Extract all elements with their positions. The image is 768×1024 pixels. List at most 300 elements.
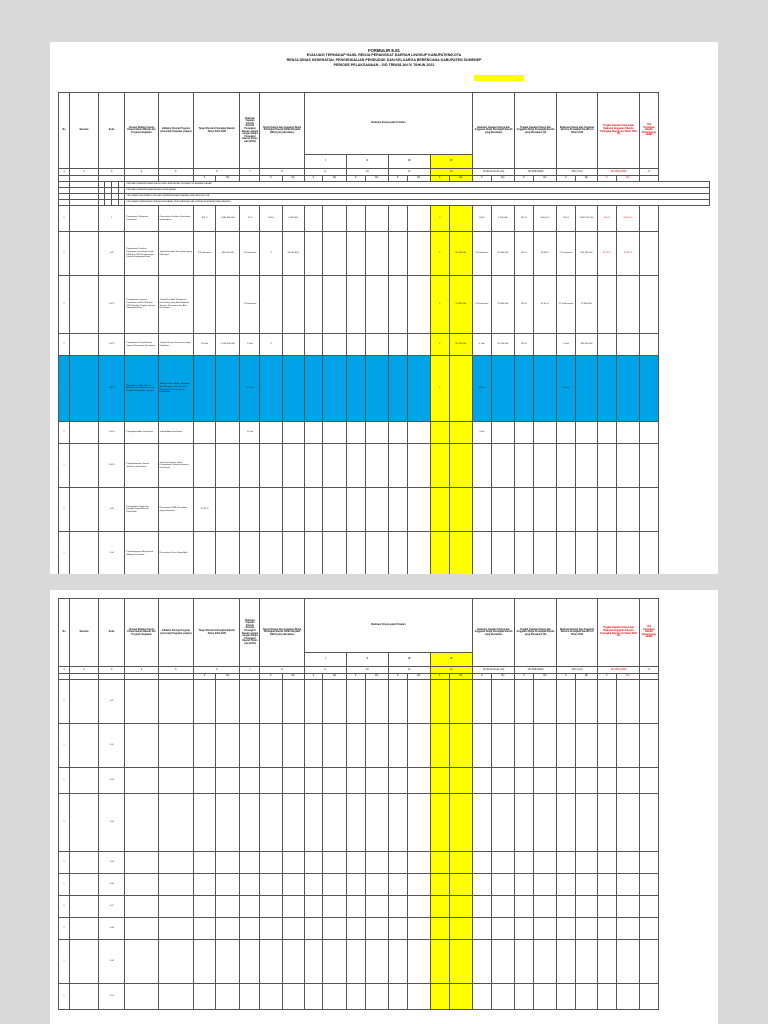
cell-tingkat-renja-k — [515, 874, 534, 896]
cell-target-renja-rp — [282, 984, 304, 1010]
cell-realisasi-renja-rp: 37.400.000 — [491, 276, 514, 334]
cell-tw4-rp: 37.400.000 — [449, 276, 472, 334]
cell-tw1-rp — [323, 680, 346, 724]
cell-tingkat-renja-rp: 100,00 % — [533, 206, 556, 232]
cell-target-renstra-rp — [216, 852, 240, 874]
cell-target-renstra-k — [194, 444, 216, 488]
cell-realisasi-capaian — [240, 532, 260, 575]
col-header-realisasi-renja: Realisasi Capaian Kinerja dan Anggaran Renja Perangkat Daerah yang Dievaluasi — [472, 599, 514, 667]
cell-tw3-k — [388, 874, 407, 896]
cell-target-renstra-k: 75,28 % — [194, 488, 216, 532]
cell-tw3-rp — [407, 724, 430, 768]
cell-tingkat-renstra-rp — [616, 724, 639, 768]
col-k: K — [346, 176, 365, 182]
cell-tw2-rp — [365, 896, 388, 918]
row-program: Pemberdayaan Masyarakat Bidang Kesehatan — [125, 532, 158, 575]
row-program: Pengadaan Obat, Vaksin, Makanan dan Minuman serta Fasilitas Kesehatan Lainnya — [125, 356, 158, 422]
cell-tingkat-renstra-k — [598, 918, 617, 940]
cell-realisasi-renstra-rp — [575, 984, 597, 1010]
cell-realisasi-renja-rp: 95.700.000 — [491, 334, 514, 356]
col-header-no: No — [59, 599, 70, 667]
row-no: 1 — [59, 532, 70, 575]
document-page-1 — [50, 42, 718, 574]
cell-tw1-k — [304, 356, 323, 422]
col-k: K — [430, 176, 449, 182]
cell-tw4-rp — [449, 940, 472, 984]
cell-tw3-k — [388, 768, 407, 794]
cell-tw1-rp — [323, 852, 346, 874]
col-header-tw2: II — [346, 653, 388, 667]
col-num: 15=(7+13) — [557, 169, 598, 176]
cell-target-renstra-rp — [216, 680, 240, 724]
cell-tw3-k — [388, 356, 407, 422]
cell-target-renstra-k: 18 Unit — [194, 334, 216, 356]
col-header-unit: Unit Perangkat Daerah Penanggung Jawab — [640, 599, 659, 667]
col-num: 14=13/8x100% — [515, 667, 557, 674]
cell-tingkat-renja-k — [515, 794, 534, 852]
cell-tingkat-renja-k — [515, 680, 534, 724]
cell-unit-pj — [640, 680, 659, 724]
col-header-indikator: Indikator Kinerja Program (outcome)/ Kegiatan (output) — [158, 599, 193, 667]
cell-realisasi-renja-k — [472, 918, 491, 940]
col-k: K — [388, 176, 407, 182]
col-num: 13=(8+9+10+11+12) — [472, 667, 514, 674]
col-num: 4 — [125, 169, 158, 176]
program-heading-label: PROGRAM PEMENUHAN UPAYA KESEHATAN PERORANGAN DAN UPAYA KESEHATAN MASYARAKAT — [125, 200, 710, 206]
col-rp: Rp — [323, 674, 346, 680]
cell-realisasi-renstra-rp — [575, 768, 597, 794]
col-header-tw3: III — [388, 653, 430, 667]
row-no: 1 — [59, 444, 70, 488]
cell-realisasi-capaian: 75 % — [240, 206, 260, 232]
table-row — [59, 680, 710, 724]
cell-tingkat-renstra-k — [598, 680, 617, 724]
cell-target-renja-rp — [282, 852, 304, 874]
row-sasaran — [70, 356, 99, 422]
col-num: 4 — [125, 667, 158, 674]
highlight-marker — [474, 75, 524, 81]
col-rp: Rp — [575, 674, 597, 680]
cell-tw1-rp — [323, 940, 346, 984]
cell-tw3-k — [388, 422, 407, 444]
cell-unit-pj — [640, 768, 659, 794]
cell-target-renstra-k — [194, 984, 216, 1010]
cell-realisasi-renstra-rp: 75.800.000 — [575, 276, 597, 334]
row-indikator: Jumlah Alat Kesehatan — [158, 422, 193, 444]
cell-realisasi-capaian — [240, 984, 260, 1010]
cell-unit-pj — [640, 488, 659, 532]
program-heading-label: URUSAN PEMERINTAHAN BIDANG KESEHATAN — [125, 188, 710, 194]
cell-tingkat-renja-k — [515, 444, 534, 488]
program-heading-label: PROGRAM PENUNJANG URUSAN PEMERINTAHAN DAERAH KABUPATEN/KOTA — [125, 194, 710, 200]
row-code: 1.02.5 — [98, 444, 125, 488]
cell-target-renja-rp — [282, 356, 304, 422]
cell-tw1-rp — [323, 918, 346, 940]
row-code: 1.07 — [98, 896, 125, 918]
row-indikator: Jumlah Fasilitas Pelayanan Kesehatan yang Mendapatkan Sarana, Prasarana dan Alat Kesehatan — [158, 276, 193, 334]
cell-realisasi-renja-k — [472, 444, 491, 488]
cell-tw1-rp — [323, 356, 346, 422]
col-num: 3 — [98, 667, 125, 674]
row-indikator: Persentase Fasilitas Kesehatan terakreditasi — [158, 206, 193, 232]
cell-tingkat-renja-k — [515, 896, 534, 918]
cell-tw3-k — [388, 488, 407, 532]
col-rp: Rp — [216, 674, 240, 680]
cell-target-renstra-rp — [216, 874, 240, 896]
col-k: K — [557, 176, 576, 182]
cell-tingkat-renstra-k: 87,50 % — [598, 232, 617, 276]
row-program — [125, 794, 158, 852]
cell-realisasi-renja-rp — [491, 680, 514, 724]
row-sasaran — [70, 918, 99, 940]
row-sasaran — [70, 852, 99, 874]
cell-realisasi-capaian — [240, 874, 260, 896]
col-num: 7 — [240, 667, 260, 674]
cell-tw3-k — [388, 918, 407, 940]
row-code: 1.05 — [98, 852, 125, 874]
col-num: 5 — [158, 169, 193, 176]
cell-target-renja-rp — [282, 918, 304, 940]
col-k: K — [557, 674, 576, 680]
cell-target-renstra-rp — [216, 276, 240, 334]
cell-realisasi-renja-k: 4 Jenis — [472, 356, 491, 422]
col-header-realisasi-renstra: Realisasi Kinerja dan Anggaran Renstra Perangkat Daerah s/d Tahun 2022 — [557, 93, 598, 169]
row-indikator: Jumlah Sarana Prasarana yang Dipelihara — [158, 334, 193, 356]
cell-tw4-rp — [449, 874, 472, 896]
col-header-realisasi-triwulan: Realisasi Kinerja pada Triwulan — [304, 93, 472, 155]
row-indikator — [158, 768, 193, 794]
cell-tw1-k — [304, 794, 323, 852]
row-no: 1 — [59, 896, 70, 918]
cell-tingkat-renja-rp — [533, 334, 556, 356]
column-number-row — [59, 169, 710, 176]
cell-tingkat-renstra-rp — [616, 334, 639, 356]
col-num: 17 — [640, 169, 659, 176]
col-num: 9 — [304, 169, 346, 176]
col-rp: Rp — [216, 176, 240, 182]
col-header-sasaran: Sasaran — [70, 93, 99, 169]
col-rp: Rp — [575, 176, 597, 182]
col-rp: Rp — [616, 176, 639, 182]
row-no: 1 — [59, 680, 70, 724]
row-program — [125, 768, 158, 794]
cell-target-renstra-rp — [216, 940, 240, 984]
row-code: 1.03 — [98, 768, 125, 794]
cell-tw4-k — [430, 422, 449, 444]
cell-tingkat-renstra-rp — [616, 422, 639, 444]
cell-realisasi-renstra-rp — [575, 874, 597, 896]
col-header-tw4: IV — [430, 653, 472, 667]
form-code: FORMULIR E.81 — [368, 48, 400, 53]
row-indikator — [158, 984, 193, 1010]
cell-tw2-k — [346, 896, 365, 918]
cell-realisasi-renstra-k: 4 Jenis — [557, 356, 576, 422]
cell-tingkat-renja-rp — [533, 940, 556, 984]
cell-tw4-rp — [449, 724, 472, 768]
col-header-indikator: Indikator Kinerja Program (outcome)/ Kegiatan (output) — [158, 93, 193, 169]
cell-realisasi-renstra-k — [557, 680, 576, 724]
table-row — [59, 356, 710, 422]
col-header-unit: Unit Perangkat Daerah Penanggung Jawab — [640, 93, 659, 169]
cell-tw4-k — [430, 444, 449, 488]
cell-tw4-rp — [449, 852, 472, 874]
cell-tingkat-renstra-k — [598, 532, 617, 575]
cell-realisasi-renstra-rp — [575, 794, 597, 852]
table-header — [59, 599, 710, 667]
col-rp: Rp — [365, 674, 388, 680]
cell-realisasi-renja-rp: 1.180.000 — [491, 206, 514, 232]
row-sasaran — [70, 276, 99, 334]
table-body — [59, 667, 710, 1010]
cell-realisasi-capaian — [240, 724, 260, 768]
cell-tw1-rp — [323, 794, 346, 852]
row-code: 1 — [98, 206, 125, 232]
cell-tw1-k — [304, 444, 323, 488]
cell-tw3-rp — [407, 488, 430, 532]
col-k: K — [515, 674, 534, 680]
cell-target-renja-k — [260, 852, 282, 874]
col-rp: Rp — [282, 674, 304, 680]
cell-tw4-rp — [449, 896, 472, 918]
cell-tw2-rp — [365, 444, 388, 488]
cell-target-renstra-rp — [216, 724, 240, 768]
row-indikator: Jumlah Obat, Vaksin, Makanan dan Minuman serta Fasilitas Kesehatan Lainnya yang Disediakan — [158, 356, 193, 422]
cell-tingkat-renstra-rp — [616, 918, 639, 940]
cell-tingkat-renja-rp: 97,40 % — [533, 276, 556, 334]
cell-target-renstra-rp — [216, 984, 240, 1010]
cell-tw2-k — [346, 874, 365, 896]
cell-tw4-k — [430, 984, 449, 1010]
cell-tingkat-renja-k — [515, 940, 534, 984]
cell-tingkat-renstra-k — [598, 356, 617, 422]
cell-tw2-rp — [365, 356, 388, 422]
col-header-urusan: Urusan/ Bidang Urusan Pemerintahan Daerah dan Program/ Kegiatan — [125, 93, 158, 169]
col-header-tw1: I — [304, 155, 346, 169]
cell-tingkat-renja-rp — [533, 532, 556, 575]
cell-tw3-k — [388, 276, 407, 334]
cell-tw3-rp — [407, 896, 430, 918]
cell-tw1-k — [304, 896, 323, 918]
cell-tw4-rp: 94.180.000 — [449, 232, 472, 276]
cell-tingkat-renja-k — [515, 918, 534, 940]
cell-tingkat-renstra-rp — [616, 276, 639, 334]
col-header-tingkat-capaian-renstra: Tingkat Capaian Kinerja dan Realisasi Anggaran Renstra Perangkat Daerah s/d Tahun 2022 (%) — [598, 599, 640, 667]
cell-tw1-rp — [323, 444, 346, 488]
cell-tingkat-renja-rp — [533, 874, 556, 896]
cell-tw2-rp — [365, 206, 388, 232]
cell-tw2-rp — [365, 680, 388, 724]
table-row — [59, 984, 710, 1010]
cell-target-renja-k — [260, 896, 282, 918]
cell-tw2-rp — [365, 334, 388, 356]
row-sasaran — [70, 532, 99, 575]
cell-realisasi-renstra-k: 7 Puskesmas — [557, 232, 576, 276]
cell-tingkat-renja-k: 100 % — [515, 206, 534, 232]
cell-tingkat-renstra-rp — [616, 444, 639, 488]
cell-tw4-rp — [449, 356, 472, 422]
cell-tw1-rp — [323, 874, 346, 896]
cell-tw4-rp — [449, 422, 472, 444]
col-rp: Rp — [491, 674, 514, 680]
col-num: 1 — [59, 667, 70, 674]
cell-tingkat-renja-rp — [533, 794, 556, 852]
cell-target-renja-k: 100% — [260, 206, 282, 232]
cell-tw2-k — [346, 488, 365, 532]
cell-tingkat-renstra-k — [598, 896, 617, 918]
col-header-kode: Kode — [98, 93, 125, 169]
cell-realisasi-capaian — [240, 444, 260, 488]
cell-realisasi-renja-rp — [491, 444, 514, 488]
col-num: 16=15/6x100% — [598, 667, 640, 674]
cell-tw1-rp — [323, 724, 346, 768]
cell-target-renstra-rp: 1.981.865.000 — [216, 206, 240, 232]
cell-target-renja-k — [260, 444, 282, 488]
cell-tingkat-renja-rp — [533, 896, 556, 918]
cell-target-renja-rp — [282, 680, 304, 724]
cell-tingkat-renstra-rp — [616, 794, 639, 852]
col-num: 15=(7+13) — [557, 667, 598, 674]
cell-tw4-k — [430, 896, 449, 918]
row-sasaran — [70, 334, 99, 356]
cell-unit-pj — [640, 206, 659, 232]
row-code: 1.02.3 — [98, 356, 125, 422]
row-no: 1 — [59, 724, 70, 768]
program-heading-label: URUSAN PEMERINTAHAN WAJIB YANG BERKAITAN DENGAN PELAYANAN DASAR — [125, 182, 710, 188]
cell-tw4-k — [430, 794, 449, 852]
cell-realisasi-renja-k — [472, 984, 491, 1010]
col-num: 8 — [260, 667, 304, 674]
col-rp: Rp — [407, 674, 430, 680]
cell-realisasi-renstra-k — [557, 488, 576, 532]
cell-tw2-k — [346, 356, 365, 422]
row-program — [125, 874, 158, 896]
row-program — [125, 918, 158, 940]
cell-tw1-rp — [323, 276, 346, 334]
cell-unit-pj — [640, 232, 659, 276]
cell-tingkat-renja-k: 100 % — [515, 232, 534, 276]
col-header-realisasi-capaian: Realisasi Capaian Kinerja Renstra Perangkat Daerah sampai dengan Renja Perangkat Daerah Tahun Lalu (2021) — [240, 93, 260, 169]
cell-tw3-k — [388, 940, 407, 984]
row-sasaran — [70, 444, 99, 488]
row-sasaran — [70, 680, 99, 724]
col-num: 5 — [158, 667, 193, 674]
row-code: 1.06 — [98, 874, 125, 896]
cell-realisasi-renja-rp — [491, 768, 514, 794]
row-sasaran — [70, 422, 99, 444]
cell-tingkat-renstra-k — [598, 940, 617, 984]
col-header-tw1: I — [304, 653, 346, 667]
cell-realisasi-renstra-k — [557, 768, 576, 794]
col-header-tw4: IV — [430, 155, 472, 169]
cell-target-renja-k — [260, 940, 282, 984]
cell-tw1-rp — [323, 334, 346, 356]
cell-realisasi-renja-rp — [491, 940, 514, 984]
cell-tw2-rp — [365, 532, 388, 575]
row-no: 1 — [59, 874, 70, 896]
table-row — [59, 874, 710, 896]
cell-realisasi-capaian: 4 Jenis — [240, 356, 260, 422]
row-no: 1 — [59, 984, 70, 1010]
row-program — [125, 896, 158, 918]
cell-realisasi-renstra-rp — [575, 422, 597, 444]
col-header-realisasi-capaian: Realisasi Capaian Kinerja Renstra Perangkat Daerah sampai dengan Renja Perangkat Daerah Tahun Lalu (2021) — [240, 599, 260, 667]
cell-target-renja-k — [260, 356, 282, 422]
cell-tingkat-renstra-k — [598, 334, 617, 356]
cell-realisasi-renja-rp — [491, 488, 514, 532]
cell-tw4-rp — [449, 206, 472, 232]
cell-realisasi-renja-rp — [491, 874, 514, 896]
cell-tw4-rp — [449, 918, 472, 940]
row-indikator — [158, 794, 193, 852]
cell-target-renstra-rp — [216, 896, 240, 918]
cell-realisasi-renja-k — [472, 940, 491, 984]
cell-target-renja-k — [260, 276, 282, 334]
cell-target-renstra-rp: 356.300.000 — [216, 232, 240, 276]
cell-realisasi-capaian — [240, 940, 260, 984]
cell-tw2-k — [346, 206, 365, 232]
row-sasaran — [70, 874, 99, 896]
cell-tingkat-renja-rp — [533, 918, 556, 940]
cell-target-renstra-rp — [216, 444, 240, 488]
cell-target-renstra-k — [194, 276, 216, 334]
cell-tw2-k — [346, 276, 365, 334]
cell-realisasi-capaian — [240, 768, 260, 794]
cell-realisasi-renja-rp — [491, 422, 514, 444]
cell-tw4-k: 4 — [430, 356, 449, 422]
row-sasaran — [70, 940, 99, 984]
cell-realisasi-renja-rp — [491, 532, 514, 575]
cell-tw1-k — [304, 334, 323, 356]
col-k: K — [194, 674, 216, 680]
cell-target-renstra-k — [194, 768, 216, 794]
cell-tw3-rp — [407, 356, 430, 422]
cell-realisasi-capaian — [240, 794, 260, 852]
cell-tw4-rp: 95.700.000 — [449, 334, 472, 356]
cell-realisasi-renja-rp — [491, 918, 514, 940]
cell-tw1-k — [304, 488, 323, 532]
col-rp: Rp — [449, 674, 472, 680]
row-sasaran — [70, 206, 99, 232]
cell-target-renja-rp — [282, 532, 304, 575]
cell-target-renja-rp — [282, 794, 304, 852]
row-indikator — [158, 724, 193, 768]
col-k: K — [598, 176, 617, 182]
col-k: K — [194, 176, 216, 182]
cell-target-renstra-k — [194, 532, 216, 575]
row-program: Penyediaan Pemeliharaan Sarana Prasarana Kesehatan — [125, 334, 158, 356]
table-header — [59, 93, 710, 169]
cell-realisasi-renstra-k — [557, 422, 576, 444]
cell-realisasi-renja-k: 100% — [472, 206, 491, 232]
cell-tingkat-renja-k: 100 % — [515, 276, 534, 334]
cell-tw1-rp — [323, 488, 346, 532]
col-rp: Rp — [323, 176, 346, 182]
cell-tw2-k — [346, 422, 365, 444]
row-program: Penyediaan Fasilitas Pelayanan Kesehatan untuk UKM dan UKP Kewenangan Daerah Kabupaten/Kota — [125, 232, 158, 276]
cell-target-renja-rp — [282, 422, 304, 444]
row-code: 1.10 — [98, 984, 125, 1010]
row-no: 1 — [59, 356, 70, 422]
cell-realisasi-renja-k: 4 Unit — [472, 334, 491, 356]
row-no: 1 — [59, 276, 70, 334]
cell-tingkat-renstra-k — [598, 488, 617, 532]
cell-tingkat-renja-k: 100 % — [515, 334, 534, 356]
cell-realisasi-renja-rp: 94.180.000 — [491, 232, 514, 276]
cell-tw3-k — [388, 852, 407, 874]
col-k: K — [304, 674, 323, 680]
cell-tw2-rp — [365, 422, 388, 444]
cell-tingkat-renja-k — [515, 852, 534, 874]
